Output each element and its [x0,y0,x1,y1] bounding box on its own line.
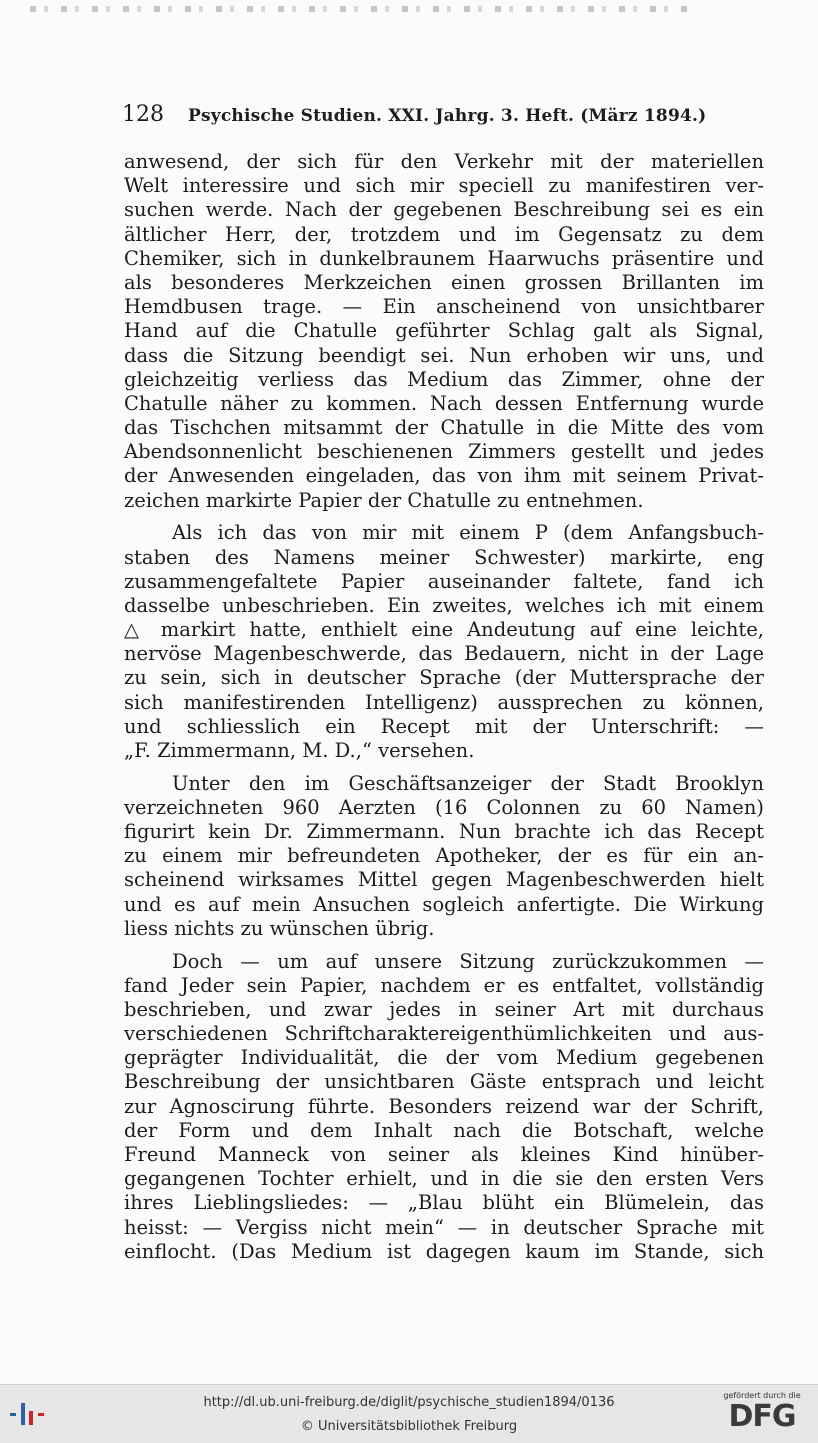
dfg-funding-note: gefördert durch die [723,1391,801,1400]
text-line: dasselbe unbeschrieben. Ein zweites, welches ich mit einem [124,593,764,617]
text-line: der Anwesenden eingeladen, das von ihm mit seinem Privat- [124,464,764,488]
text-line: heisst: — Vergiss nicht mein“ — in deutscher Sprache mit [124,1215,764,1239]
text-line: zu sein, sich in deutscher Sprache (der Muttersprache der [124,666,764,690]
text-line: Unter den im Geschäftsanzeiger der Stadt Brooklyn [172,771,764,795]
text-line: Hand auf die Chatulle geführter Schlag galt als Signal, [124,319,764,343]
text-line: anwesend, der sich für den Verkehr mit der materiellen [124,150,764,173]
text-line: scheinend wirksames Mittel gegen Magenbeschwerden hielt [124,868,764,892]
text-line: gleichzeitig verliess das Medium das Zimmer, ohne der [124,367,764,391]
text-line: △ markirt hatte, enthielt eine Andeutung auf eine leichte, [124,618,764,642]
text-line: staben des Namens meiner Schwester) markirte, eng [124,545,764,569]
text-line: ältlicher Herr, der, trotzdem und im Gegensatz zu dem [124,222,764,246]
text-line: figurirt kein Dr. Zimmermann. Nun brachte ich das Recept [124,820,764,844]
text-line: verzeichneten 960 Aerzten (16 Colonnen zu 60 Namen) [124,795,764,819]
paragraph-2 [124,521,764,763]
text-line: sich manifestirenden Intelligenz) aussprechen zu können, [124,690,764,714]
text-line: als besonderes Merkzeichen einen grossen Brillanten im [124,270,764,294]
text-line: zur Agnoscirung führte. Besonders reizend war der Schrift, [124,1094,764,1118]
text-line: ihres Lieblingsliedes: — „Blau blüht ein Blümelein, das [124,1191,764,1215]
scan-edge-artifact [30,6,690,12]
text-line: und es auf mein Ansuchen sogleich anfertigte. Die Wirkung [124,892,764,916]
text-line: beschrieben, und zwar jedes in seiner Art mit durchaus [124,997,764,1021]
paragraph-1 [124,150,764,513]
text-line: verschiedenen Schriftcharaktereigenthümlichkeiten und aus- [124,1022,764,1046]
permalink-url[interactable]: http://dl.ub.uni-freiburg.de/diglit/psychische_studien1894/0136 [203,1395,615,1410]
paragraph-3 [124,772,764,941]
text-line: Beschreibung der unsichtbaren Gäste entsprach und leicht [124,1070,764,1094]
copyright-notice: © Universitätsbibliothek Freiburg [300,1419,518,1434]
text-line: liess nichts zu wünschen übrig. [124,916,435,940]
text-line: Hemdbusen trage. — Ein anscheinend von unsichtbarer [124,295,764,319]
text-line: das Tischchen mitsammt der Chatulle in die Mitte des vom [124,416,764,440]
viewer-footer [0,1384,818,1443]
text-line: Chemiker, sich in dunkelbraunem Haarwuchs präsentire und [124,246,764,270]
body-text [124,150,764,1264]
text-line: dass die Sitzung beendigt sei. Nun erhoben wir uns, und [124,343,764,367]
text-line: gegangenen Tochter erhielt, und in die sie den ersten Vers [124,1167,764,1191]
paragraph-4 [124,950,764,1264]
text-line: Doch — um auf unsere Sitzung zurückzukommen — [172,949,764,973]
text-line: der Form und dem Inhalt nach die Botschaft, welche [124,1118,764,1142]
text-line: zusammengefaltete Papier auseinander faltete, fand ich [124,569,764,593]
page-header [122,100,762,130]
text-line: und schliesslich ein Recept mit der Unterschrift: — [124,714,764,738]
text-line: zeichen markirte Papier der Chatulle zu entnehmen. [124,488,644,512]
text-line: Abendsonnenlicht beschienenen Zimmers gestellt und jedes [124,440,764,464]
text-line: fand Jeder sein Papier, nachdem er es entfaltet, vollständig [124,973,764,997]
dfg-logo: DFG [728,1399,796,1434]
text-line: zu einem mir befreundeten Apotheker, der es für ein an- [124,844,764,868]
running-head: Psychische Studien. XXI. Jahrg. 3. Heft. (März 1894.) [188,106,707,126]
text-line: suchen werde. Nach der gegebenen Beschreibung sei es ein [124,198,764,222]
text-line: einflocht. (Das Medium ist dagegen kaum im Stande, sich [124,1239,764,1263]
page-number: 128 [122,102,164,127]
dfg-funding-logo [716,1391,808,1437]
text-line: Freund Manneck von seiner als kleines Kind hinüber- [124,1143,764,1166]
text-line: geprägter Individualität, die der vom Medium gegebenen [124,1046,764,1070]
text-line: „F. Zimmermann, M. D.,“ versehen. [124,739,475,762]
text-line: Chatulle näher zu kommen. Nach dessen Entfernung wurde [124,391,764,415]
text-line: nervöse Magenbeschwerde, das Bedauern, nicht in der Lage [124,642,764,666]
text-line: Welt interessire und sich mir speciell zu manifestiren ver- [124,174,764,198]
text-line: Als ich das von mir mit einem P (dem Anfangsbuch- [172,521,764,545]
